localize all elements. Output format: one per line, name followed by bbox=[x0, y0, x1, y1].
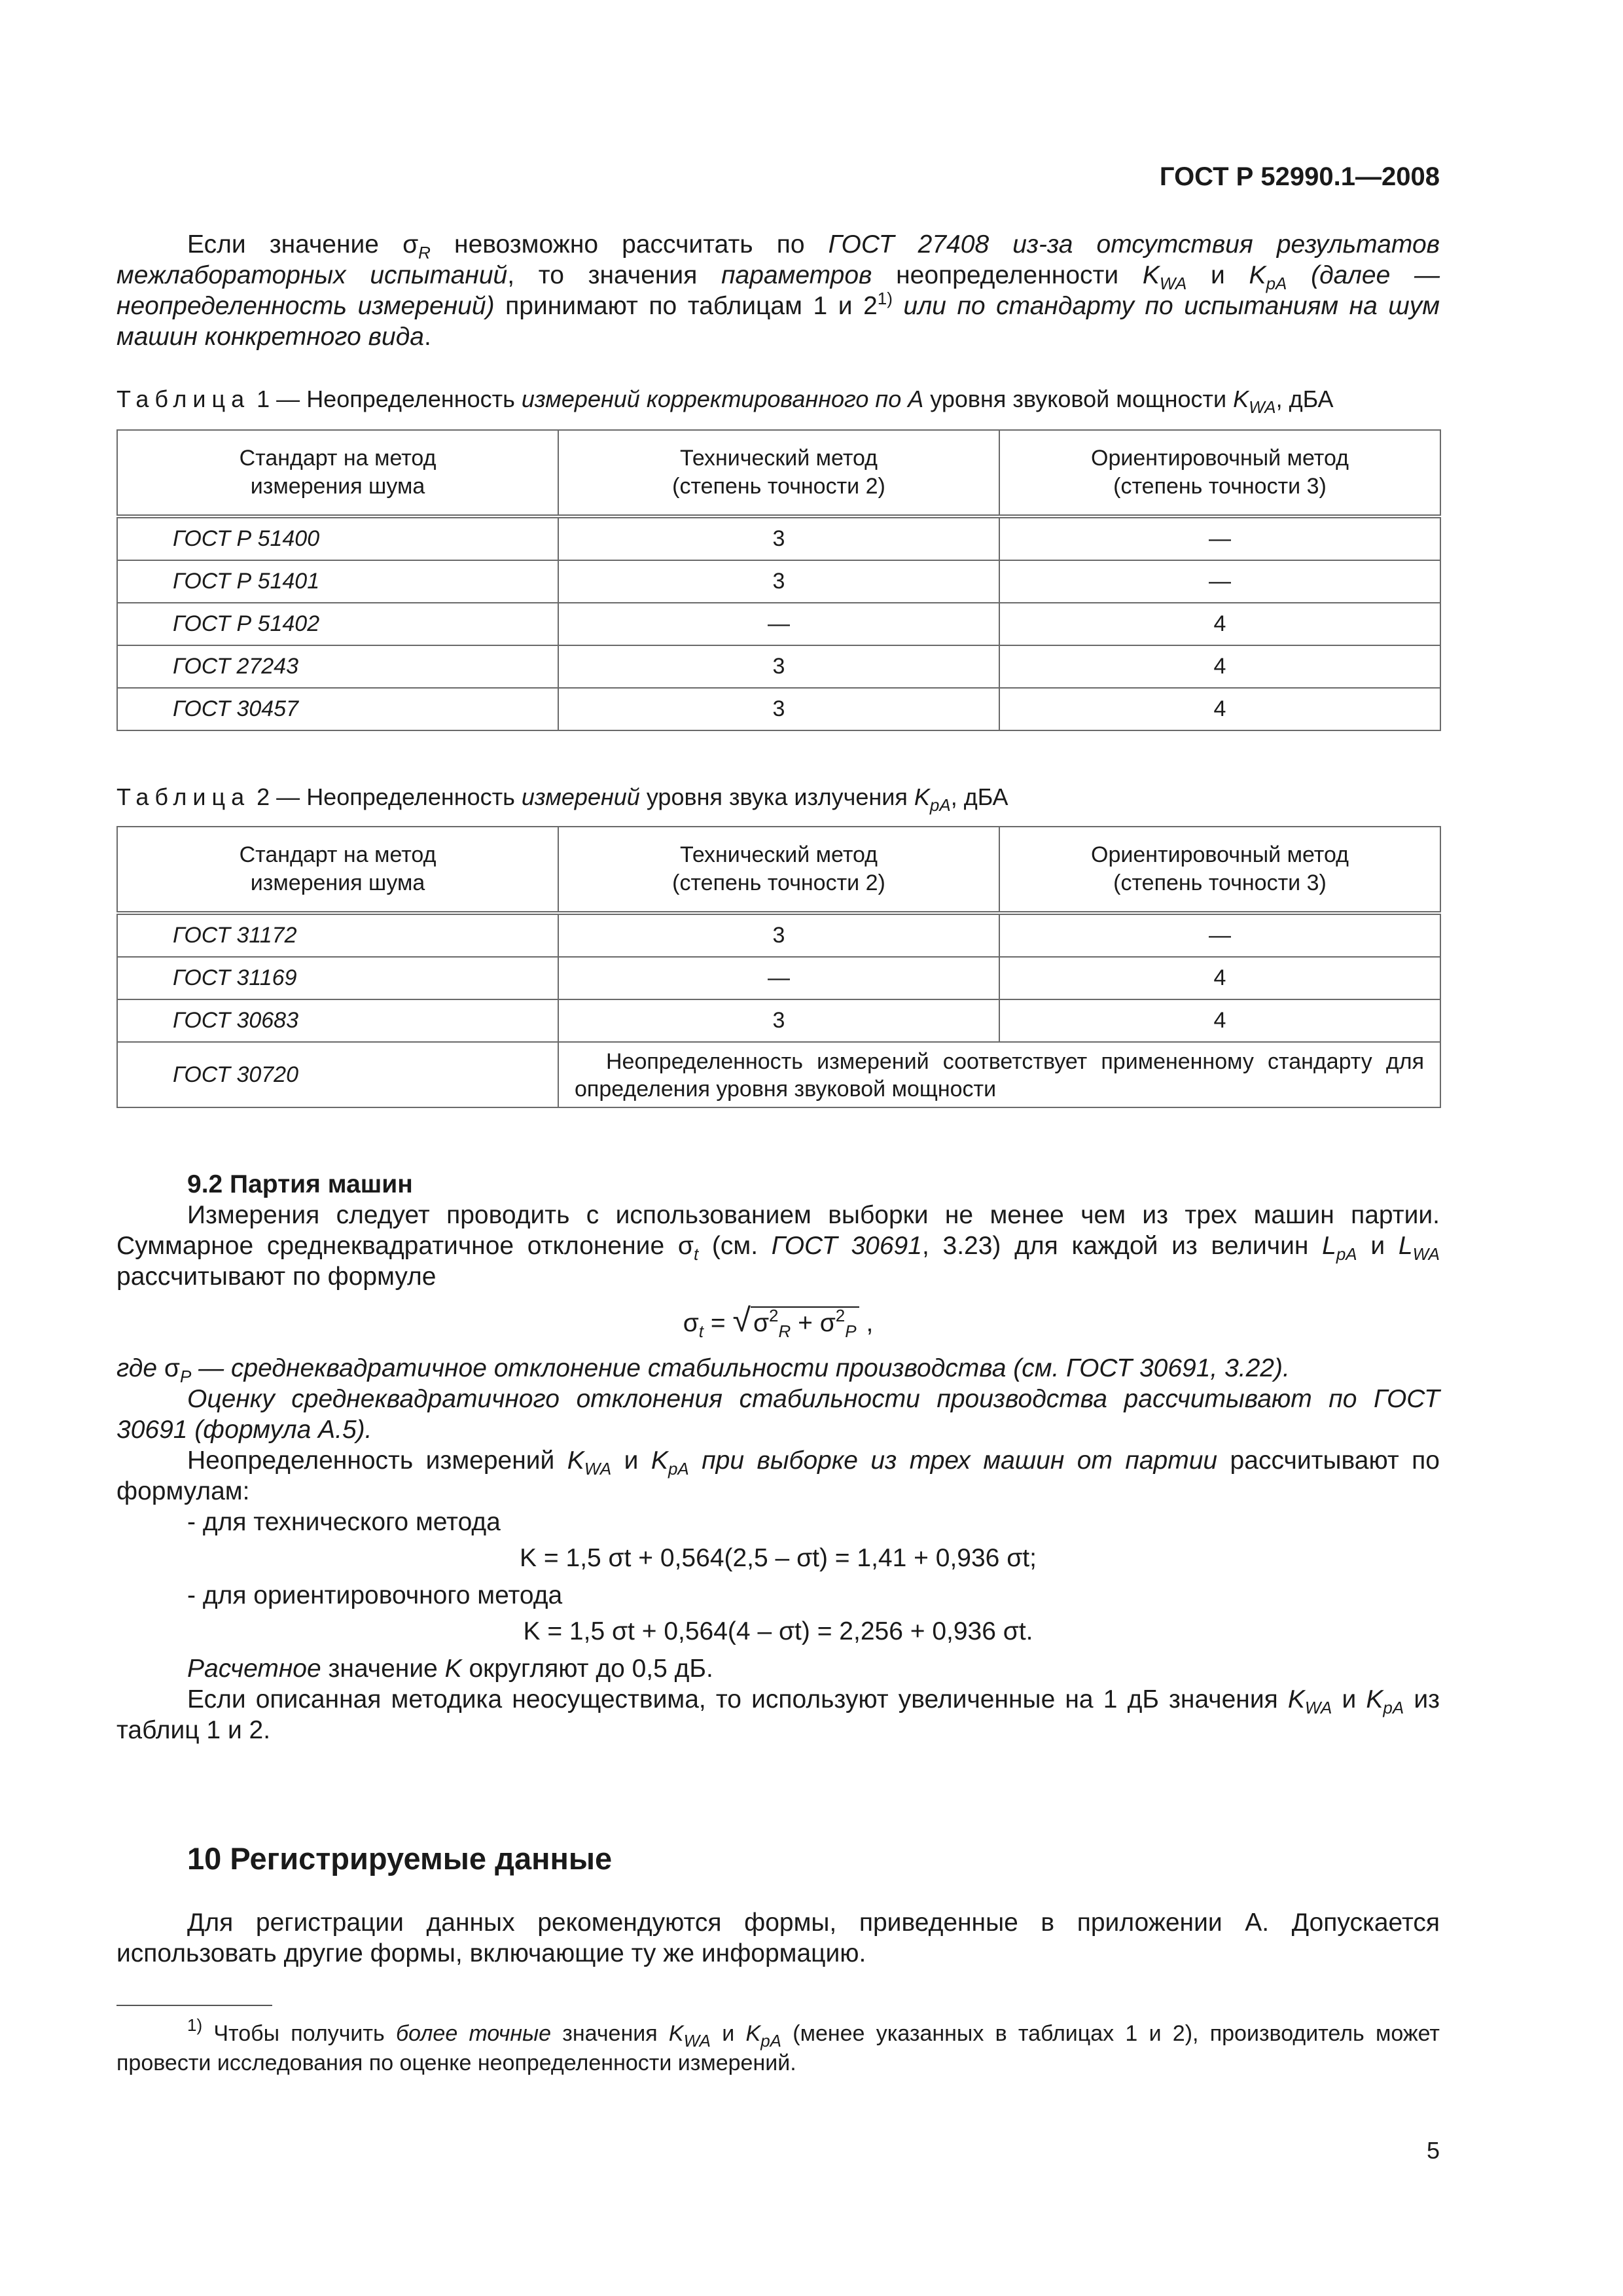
table2-header-standard: Стандарт на метод измерения шума bbox=[117, 827, 558, 913]
formula-orientation: K = 1,5 σt + 0,564(4 – σt) = 2,256 + 0,936 σt. bbox=[523, 1617, 1033, 1645]
page-number: 5 bbox=[1426, 2137, 1440, 2164]
table-row: ГОСТ Р 51402 — 4 bbox=[117, 603, 1440, 645]
table1-header-standard: Стандарт на метод измерения шума bbox=[117, 430, 558, 516]
table1-header-orientation: Ориентировочный метод (степень точности 3) bbox=[999, 430, 1440, 516]
section-9-2-paragraph-5: Если описанная методика неосуществима, то используют увеличенные на 1 дБ значения $K_{WA}$ и $K_{pA}$ из таблиц 1 и 2. bbox=[116, 1685, 1440, 1744]
table-row: ГОСТ 30683 3 4 bbox=[117, 999, 1440, 1042]
table-row: ГОСТ 27243 3 4 bbox=[117, 645, 1440, 688]
section-9-2-paragraph-3: Неопределенность измерений $K_{WA}$ и $K_{pA}$ при выборке из трех машин от партии рассчитывают по формулам: bbox=[116, 1446, 1440, 1505]
table1-header-technical: Технический метод (степень точности 2) bbox=[558, 430, 999, 516]
table-row: ГОСТ 31172 3 — bbox=[117, 913, 1440, 957]
section-10-paragraph: Для регистрации данных рекомендуются формы, приведенные в приложении А. Допускается использовать другие формы, включающие ту же информацию. bbox=[116, 1909, 1440, 1967]
table-row: ГОСТ Р 51400 3 — bbox=[117, 516, 1440, 560]
list-item-technical: - для технического метода bbox=[187, 1508, 501, 1536]
table2-header-technical: Технический метод (степень точности 2) bbox=[558, 827, 999, 913]
intro-paragraph: Если значение $\sigma_R$ невозможно рассчитать по ГОСТ 27408 из-за отсутствия результатов межлабораторных испытаний, то значения параметров неопределенности $K_{WA}$ и $K_{pA}$ (далее — неопределенность измерений) принимают по таблицам 1 и 2$^{1)}$ или по стандарту по испытаниям на шум машин конкретного вида. bbox=[116, 230, 1440, 351]
table1-caption: Таблица 1 — Неопределенность измерений корректированного по А уровня звуковой мощности $K_{WA}$, дБА bbox=[116, 386, 1334, 417]
section-9-2-paragraph-2: Оценку среднеквадратичного отклонения стабильности производства рассчитывают по ГОСТ 30691 (формула А.5). bbox=[116, 1385, 1440, 1444]
table-row: ГОСТ Р 51401 3 — bbox=[117, 560, 1440, 603]
footnote: $^{1)}$ Чтобы получить более точные значения $K_{WA}$ и $K_{pA}$ (менее указанных в таблицах 1 и 2), производитель может провести исследования по оценке неопределенности измерений. bbox=[116, 2015, 1440, 2075]
where-clause: где $\sigma_P$ — среднеквадратичное отклонение стабильности производства (см. ГОСТ 30691, 3.22). bbox=[116, 1354, 1290, 1386]
section-9-2-title: 9.2 Партия машин bbox=[187, 1170, 413, 1198]
list-item-orientation: - для ориентировочного метода bbox=[187, 1581, 563, 1609]
table2 bbox=[116, 826, 1441, 1108]
table2-header-orientation: Ориентировочный метод (степень точности 3) bbox=[999, 827, 1440, 913]
section-9-2-paragraph-4: Расчетное значение K округляют до 0,5 дБ. bbox=[187, 1655, 713, 1683]
table2-header-row bbox=[117, 827, 1440, 913]
document-header-id: ГОСТ Р 52990.1—2008 bbox=[1159, 162, 1440, 191]
table-row: ГОСТ 31169 — 4 bbox=[117, 957, 1440, 999]
table1 bbox=[116, 429, 1441, 731]
table2-caption: Таблица 2 — Неопределенность измерений уровня звука излучения $K_{pA}$, дБА bbox=[116, 783, 1008, 815]
formula-sigma-t: $\sigma_t$ = √ $\sigma^2_R + \sigma^2_P$ , bbox=[683, 1302, 874, 1341]
footnote-separator bbox=[116, 2005, 272, 2006]
merged-cell: Неопределенность измерений соответствует примененному стандарту для определения уровня звуковой мощности bbox=[558, 1042, 1440, 1107]
section-9-2-paragraph-1: Измерения следует проводить с использованием выборки не менее чем из трех машин партии. Суммарное среднеквадратичное отклонение $\sigma_t$ (см. ГОСТ 30691, 3.23) для каждой из величин $L_{pA}$ и $L_{WA}$ рассчитывают по формуле bbox=[116, 1201, 1440, 1291]
table-row: ГОСТ 30457 3 4 bbox=[117, 688, 1440, 730]
table1-header-row bbox=[117, 430, 1440, 516]
formula-technical: K = 1,5 σt + 0,564(2,5 – σt) = 1,41 + 0,936 σt; bbox=[520, 1544, 1037, 1572]
table-row: ГОСТ 30720 Неопределенность измерений соответствует примененному стандарту для определения уровня звуковой мощности bbox=[117, 1042, 1440, 1107]
section-10-title: 10 Регистрируемые данные bbox=[187, 1841, 613, 1876]
